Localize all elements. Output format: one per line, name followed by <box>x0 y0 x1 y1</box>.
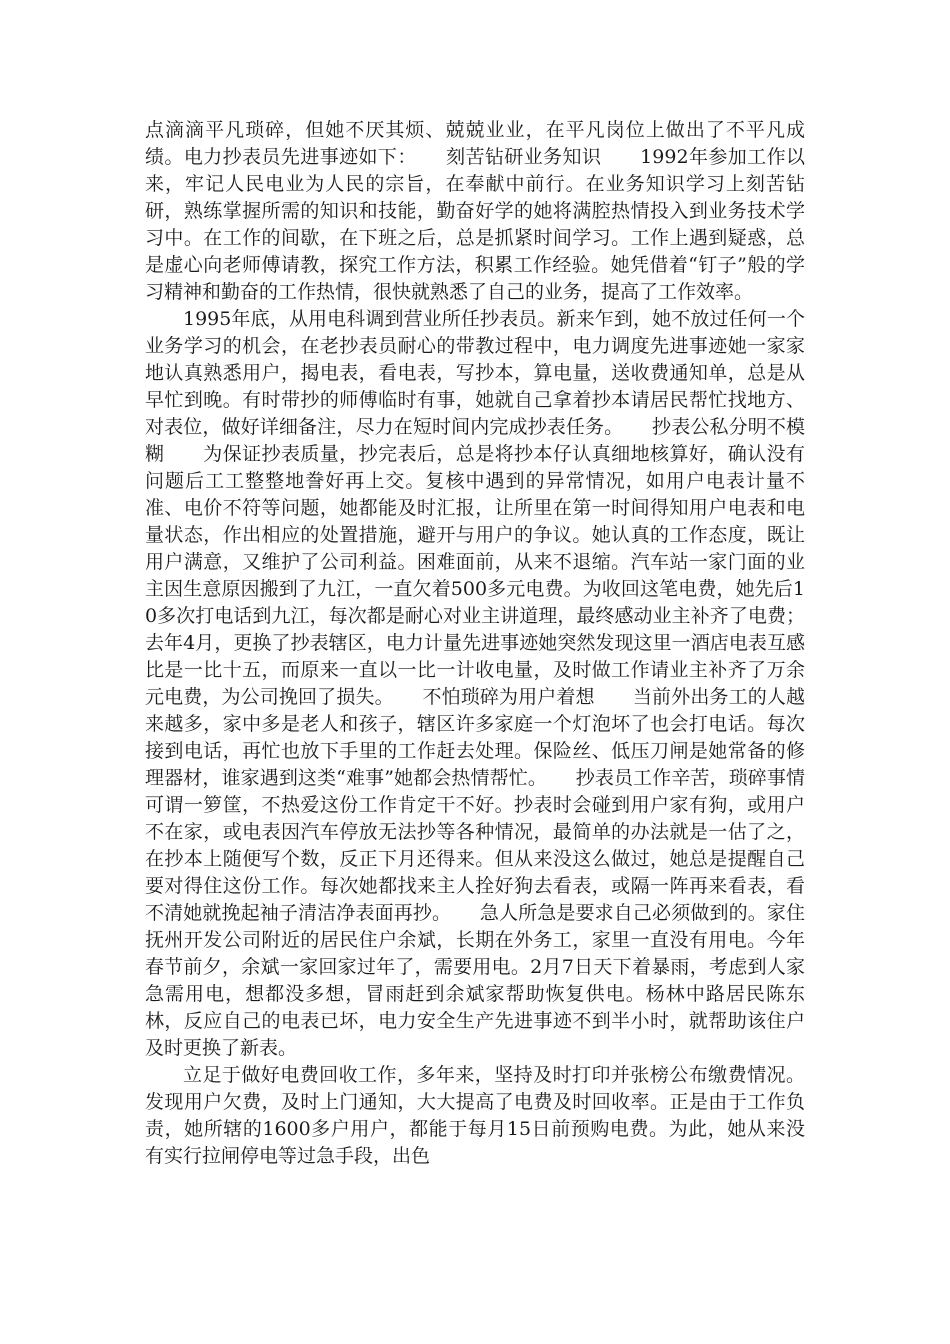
paragraph-3: 立足于做好电费回收工作，多年来，坚持及时打印并张榜公布缴费情况。发现用户欠费，及时上门通知，大大提高了电费及时回收率。正是由于工作负责，她所辖的1600多户用户，都能于每月15日前预购电费。为此，她从来没有实行拉闸停电等过急手段，出色 <box>145 1064 805 1167</box>
paragraph-1: 点滴滴平凡琐碎，但她不厌其烦、兢兢业业，在平凡岗位上做出了不平凡成绩。电力抄表员先进事迹如下： 刻苦钻研业务知识 1992年参加工作以来，牢记人民电业为人民的宗旨，在奉献中前行。在业务知识学习上刻苦钻研，熟练掌握所需的知识和技能，勤奋好学的她将满腔热情投入到业务技术学习中。在工作的间歇，在下班之后，总是抓紧时间学习。工作上遇到疑惑，总是虚心向老师傅请教，探究工作方法，积累工作经验。她凭借着“钉子”般的学习精神和勤奋的工作热情，很快就熟悉了自己的业务，提高了工作效率。 <box>145 119 805 303</box>
paragraph-2: 1995年底，从用电科调到营业所任抄表员。新来乍到，她不放过任何一个业务学习的机会，在老抄表员耐心的带教过程中，电力调度先进事迹她一家家地认真熟悉用户，揭电表，看电表，写抄本，算电量，送收费通知单，总是从早忙到晚。有时带抄的师傅临时有事，她就自己拿着抄本请居民帮忙找地方、对表位，做好详细备注，尽力在短时间内完成抄表任务。 抄表公私分明不模糊 为保证抄表质量，抄完表后，总是将抄本仔认真细地核算好，确认没有问题后工工整整地誊好再上交。复核中遇到的异常情况，如用户电表计量不准、电价不符等问题，她都能及时汇报，让所里在第一时间得知用户电表和电量状态，作出相应的处置措施，避开与用户的争议。她认真的工作态度，既让用户满意，又维护了公司利益。困难面前，从来不退缩。汽车站一家门面的业主因生意原因搬到了九江，一直欠着500多元电费。为收回这笔电费，她先后10多次打电话到九江，每次都是耐心对业主讲道理，最终感动业主补齐了电费；去年4月，更换了抄表辖区，电力计量先进事迹她突然发现这里一酒店电表互感比是一比十五，而原来一直以一比一计收电量，及时做工作请业主补齐了万余元电费，为公司挽回了损失。 不怕琐碎为用户着想 当前外出务工的人越来越多，家中多是老人和孩子，辖区许多家庭一个灯泡坏了也会打电话。每次接到电话，再忙也放下手里的工作赶去处理。保险丝、低压刀闸是她常备的修理器材，谁家遇到这类“难事”她都会热情帮忙。 抄表员工作辛苦，琐碎事情可谓一箩筐，不热爱这份工作肯定干不好。抄表时会碰到用户家有狗，或用户不在家，或电表因汽车停放无法抄等各种情况，最简单的办法就是一估了之，在抄本上随便写个数，反正下月还得来。但从来没这么做过，她总是提醒自己要对得住这份工作。每次她都找来主人拴好狗去看表，或隔一阵再来看表，看不清她就挽起袖子清洁净表面再抄。 急人所急是要求自己必须做到的。家住抚州开发公司附近的居民住户余斌，长期在外务工，家里一直没有用电。今年春节前夕，余斌一家回家过年了，需要用电。2月7日天下着暴雨，考虑到人家急需用电，想都没多想，冒雨赶到余斌家帮助恢复供电。杨林中路居民陈东林，反应自己的电表已坏，电力安全生产先进事迹不到半小时，就帮助该住户及时更换了新表。 <box>145 308 805 1059</box>
body-text <box>145 117 805 1170</box>
